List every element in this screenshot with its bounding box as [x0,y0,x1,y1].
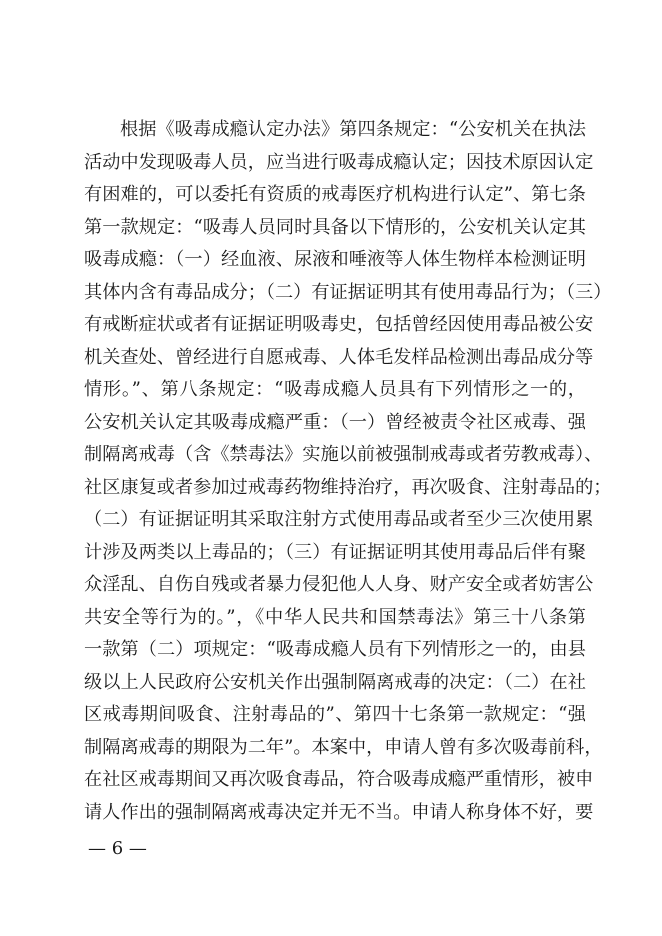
text-line: 一款第（二）项规定：“吸毒成瘾人员有下列情形之一的，由县 [84,639,586,660]
text-line: 众淫乱、自伤自残或者暴力侵犯他人人身、财产安全或者妨害公 [84,574,594,595]
body-paragraph [84,114,612,829]
text-line: 根据《吸毒成瘾认定办法》第四条规定：“公安机关在执法 [120,119,586,140]
text-line: 制隔离戒毒（含《禁毒法》实施以前被强制戒毒或者劳教戒毒）、 [84,444,603,465]
text-line: 公安机关认定其吸毒成瘾严重：（一）曾经被责令社区戒毒、强 [84,411,586,433]
text-line: 计涉及两类以上毒品的；（三）有证据证明其使用毒品后伴有聚 [84,541,586,563]
text-line: 有戒断症状或者有证据证明吸毒史，包括曾经因使用毒品被公安 [84,314,594,335]
text-line: 共安全等行为的。”，《中华人民共和国禁毒法》第三十八条第 [84,606,586,628]
text-line: 机关查处、曾经进行自愿戒毒、人体毛发样品检测出毒品成分等 [84,346,594,368]
text-line: （二）有证据证明其采取注射方式使用毒品或者至少三次使用累 [84,509,594,530]
text-line: 情形。”、第八条规定：“吸毒成瘾人员具有下列情形之一的， [84,379,586,400]
text-line: 社区康复或者参加过戒毒药物维持治疗，再次吸食、注射毒品的； [84,476,612,498]
text-line: 活动中发现吸毒人员，应当进行吸毒成瘾认定；因技术原因认定 [84,151,594,173]
text-line: 有困难的，可以委托有资质的戒毒医疗机构进行认定”、第七条 [84,184,586,205]
text-line: 制隔离戒毒的期限为二年”。本案中，申请人曾有多次吸毒前科， [84,736,603,758]
text-line: 请人作出的强制隔离戒毒决定并无不当。申请人称身体不好，要 [84,801,594,823]
text-line: 第一款规定：“吸毒人员同时具备以下情形的，公安机关认定其 [84,216,586,238]
page-number: — 6 — [88,838,147,859]
text-line: 级以上人民政府公安机关作出强制隔离戒毒的决定：（二）在社 [84,671,586,693]
text-line: 其体内含有毒品成分；（二）有证据证明其有使用毒品行为；（三） [84,281,612,303]
text-line: 吸毒成瘾：（一）经血液、尿液和唾液等人体生物样本检测证明 [84,249,586,270]
text-line: 区戒毒期间吸食、注射毒品的”、第四十七条第一款规定：“强 [84,704,586,725]
text-line: 在社区戒毒期间又再次吸食毒品，符合吸毒成瘾严重情形，被申 [84,769,594,790]
